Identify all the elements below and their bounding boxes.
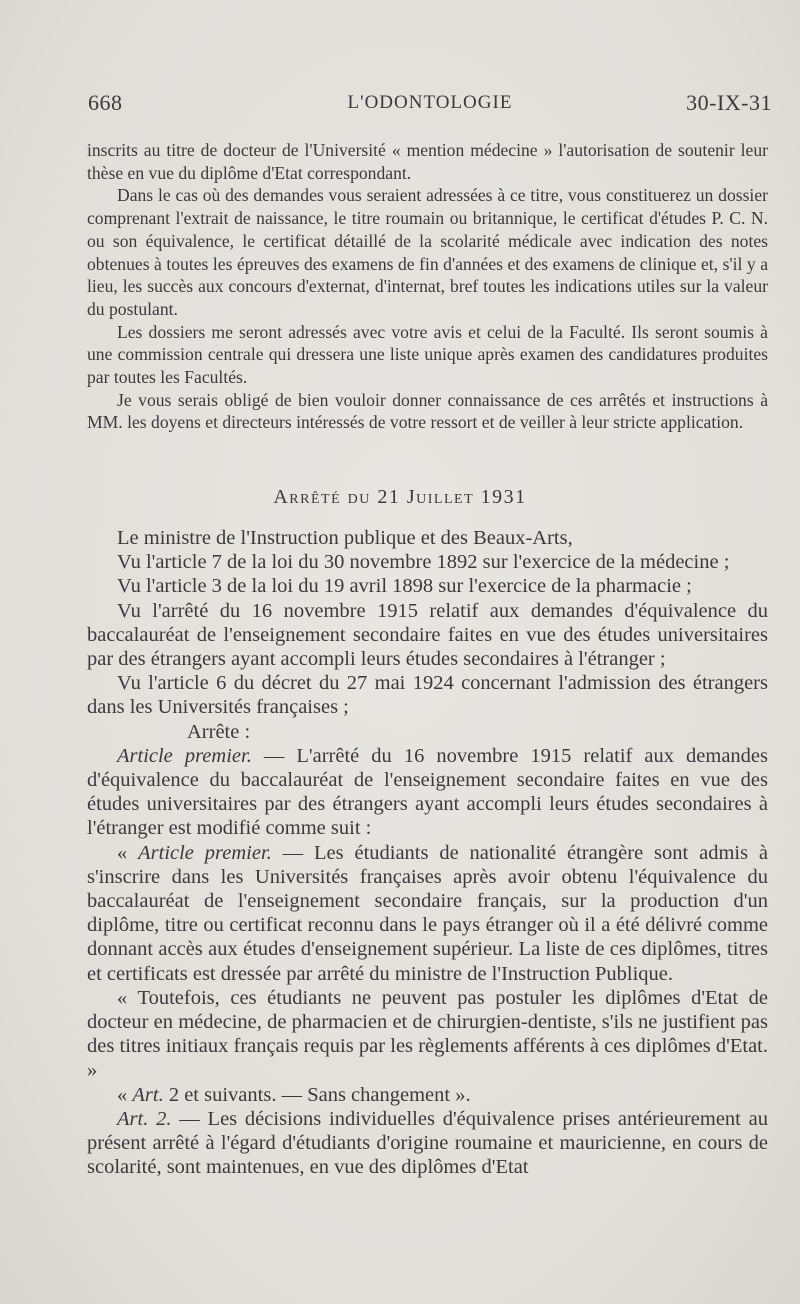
article-label: Article premier. <box>117 744 252 767</box>
intro-section <box>87 139 768 434</box>
paragraph: Article premier. — L'arrêté du 16 novembre 1915 relatif aux demandes d'équivalence du baccalauréat de l'enseignement secondaire faites en vue des études universitaires par des étrangers ayant accompli leurs études secondaires à l'étranger est modifié comme suit : <box>87 744 769 840</box>
page-number: 668 <box>88 90 123 115</box>
paragraph: Vu l'article 7 de la loi du 30 novembre 1892 sur l'exercice de la médecine ; <box>117 551 730 574</box>
paragraph: « Art. 2 et suivants. — Sans changement ». <box>117 1083 471 1106</box>
section-heading: Arrêté du 21 Juillet 1931 <box>273 486 527 508</box>
paragraph: Arrête : <box>187 720 251 743</box>
paragraph: Vu l'article 3 de la loi du 19 avril 1898 sur l'exercice de la pharmacie ; <box>117 575 692 598</box>
paragraph: inscrits au titre de docteur de l'Université « mention médecine » l'autorisation de soutenir leur thèse en vue du diplôme d'Etat correspondant. <box>87 140 768 183</box>
paragraph: Vu l'article 6 du décret du 27 mai 1924 concernant l'admission des étrangers dans les Universités françaises ; <box>87 672 768 719</box>
article-label: Article premier. <box>138 841 272 864</box>
paragraph: Art. 2. — Les décisions individuelles d'équivalence prises antérieurement au présent arrêté à l'égard d'étudiants d'origine roumaine et mauricienne, en cours de scolarité, sont maintenues, en vue des diplômes d'Etat <box>87 1107 768 1179</box>
decree-section <box>87 526 768 1179</box>
paragraph: Le ministre de l'Instruction publique et des Beaux-Arts, <box>117 527 573 549</box>
issue-date: 30-IX-31 <box>686 90 772 115</box>
paragraph: Les dossiers me seront adressés avec votre avis et celui de la Faculté. Ils seront soumis à une commission centrale qui dressera une liste unique après examen des candidatures produites par toutes les Facultés. <box>87 321 768 388</box>
article-label: Art. 2. <box>117 1107 172 1130</box>
paragraph: Vu l'arrêté du 16 novembre 1915 relatif aux demandes d'équivalence du baccalauréat de l'enseignement secondaire faites en vue des études universitaires par des étrangers ayant accompli leurs études secondaires à l'étranger ; <box>87 599 768 671</box>
paragraph: Dans le cas où des demandes vous seraient adressées à ce titre, vous constituerez un dossier comprenant l'extrait de naissance, le titre roumain ou britannique, le certificat d'études P. C. N. ou son équivalence, le certificat détaillé de la scolarité médicale avec indication des notes obtenues à toutes les épreuves des examens de fin d'années et des examens de clinique et, s'il y a lieu, les succès aux concours d'externat, d'internat, bref toutes les indications utiles sur la valeur du postulant. <box>87 185 768 319</box>
paragraph: « Toutefois, ces étudiants ne peuvent pas postuler les diplômes d'Etat de docteur en médecine, de pharmacien et de chirurgien-dentiste, s'ils ne justifient pas des titres initiaux français requis par les règlements afférents à ces diplômes d'Etat. » <box>87 986 768 1082</box>
article-label: Art. <box>132 1083 164 1106</box>
journal-title: L'ODONTOLOGIE <box>347 92 513 113</box>
paragraph: « Article premier. — Les étudiants de nationalité étrangère sont admis à s'inscrire dans les Universités françaises après avoir obtenu l'équivalence du baccalauréat de l'enseignement secondaire français, sur la production d'un diplôme, titre ou certificat reconnu dans le pays étranger où il a été délivré comme donnant accès aux études d'enseignement supérieur. La liste de ces diplômes, titres et certificats est dressée par arrêté du ministre de l'Instruction Publique. <box>87 841 769 985</box>
paragraph: Je vous serais obligé de bien vouloir donner connaissance de ces arrêtés et instructions à MM. les doyens et directeurs intéressés de votre ressort et de veiller à leur stricte application. <box>87 389 768 433</box>
running-header <box>88 90 772 120</box>
